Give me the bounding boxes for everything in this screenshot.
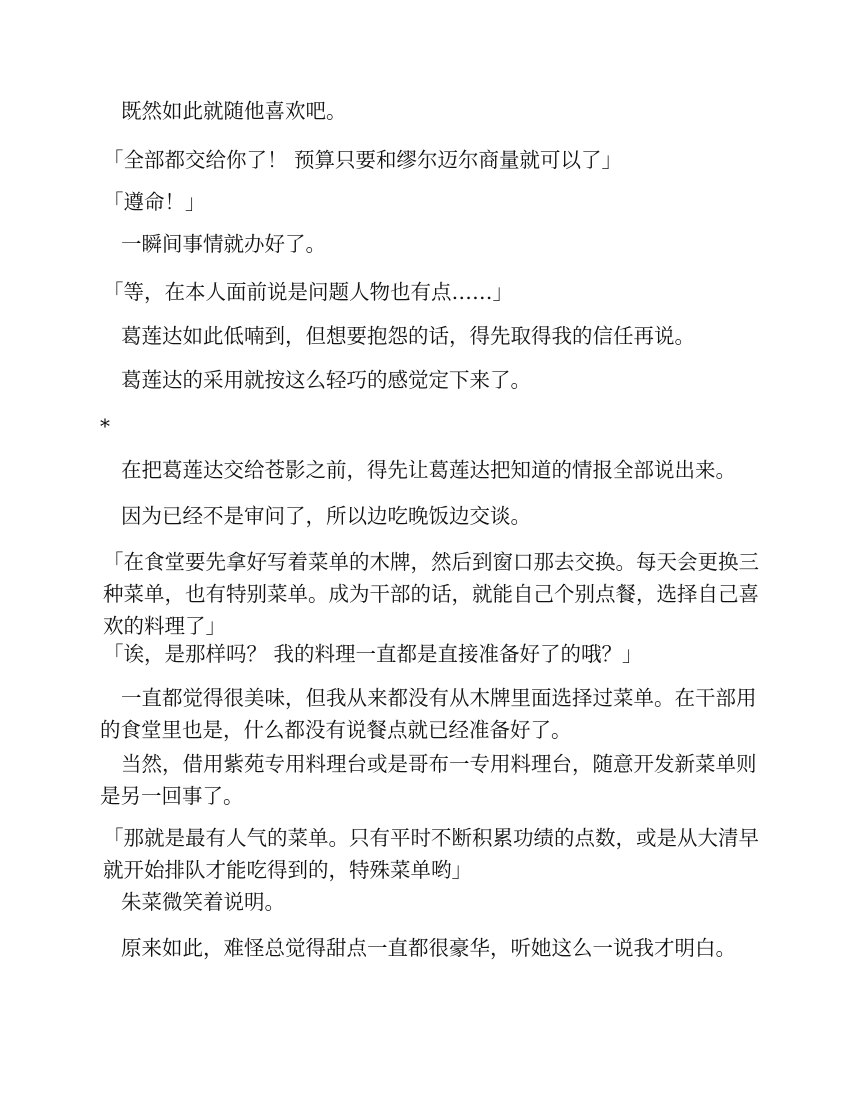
paragraph-15: 朱菜微笑着说明。 bbox=[121, 890, 285, 914]
dialogue-3: 「遵命！」 bbox=[103, 190, 206, 214]
paragraph-16: 原来如此，难怪总觉得甜点一直都很豪华，听她这么一说我才明白。 bbox=[121, 936, 736, 960]
paragraph-13: 当然，借用紫苑专用料理台或是哥布一专用料理台，随意开发新菜单则是另一回事了。 bbox=[100, 752, 757, 808]
paragraph-8: 在把葛莲达交给苍影之前，得先让葛莲达把知道的情报全部说出来。 bbox=[121, 458, 736, 482]
dialogue-10: 「在食堂要先拿好写着菜单的木牌，然后到窗口那去交换。每天会更换三种菜单，也有特别菜单。成为干部的话，就能自己个别点餐，选择自己喜欢的料理了」 bbox=[103, 550, 759, 638]
dialogue-5: 「等，在本人面前说是问题人物也有点……」 bbox=[103, 280, 513, 304]
paragraph-6: 葛莲达如此低喃到，但想要抱怨的话，得先取得我的信任再说。 bbox=[121, 324, 695, 348]
dialogue-14: 「那就是最有人气的菜单。只有平时不断积累功绩的点数，或是从大清早就开始排队才能吃得到的，特殊菜单哟」 bbox=[103, 826, 759, 882]
dialogue-11: 「诶，是那样吗？ 我的料理一直都是直接准备好了的哦？」 bbox=[103, 642, 643, 666]
paragraph-9: 因为已经不是审问了，所以边吃晚饭边交谈。 bbox=[121, 504, 531, 528]
dialogue-2: 「全部都交给你了！ 预算只要和缪尔迈尔商量就可以了」 bbox=[103, 148, 623, 172]
paragraph-1: 既然如此就随他喜欢吧。 bbox=[121, 99, 347, 123]
paragraph-12: 一直都觉得很美味，但我从来都没有从木牌里面选择过菜单。在干部用的食堂里也是，什么都没有说餐点就已经准备好了。 bbox=[100, 686, 757, 742]
paragraph-7: 葛莲达的采用就按这么轻巧的感觉定下来了。 bbox=[121, 368, 531, 392]
paragraph-4: 一瞬间事情就办好了。 bbox=[121, 232, 326, 256]
scene-separator: * bbox=[100, 414, 110, 438]
